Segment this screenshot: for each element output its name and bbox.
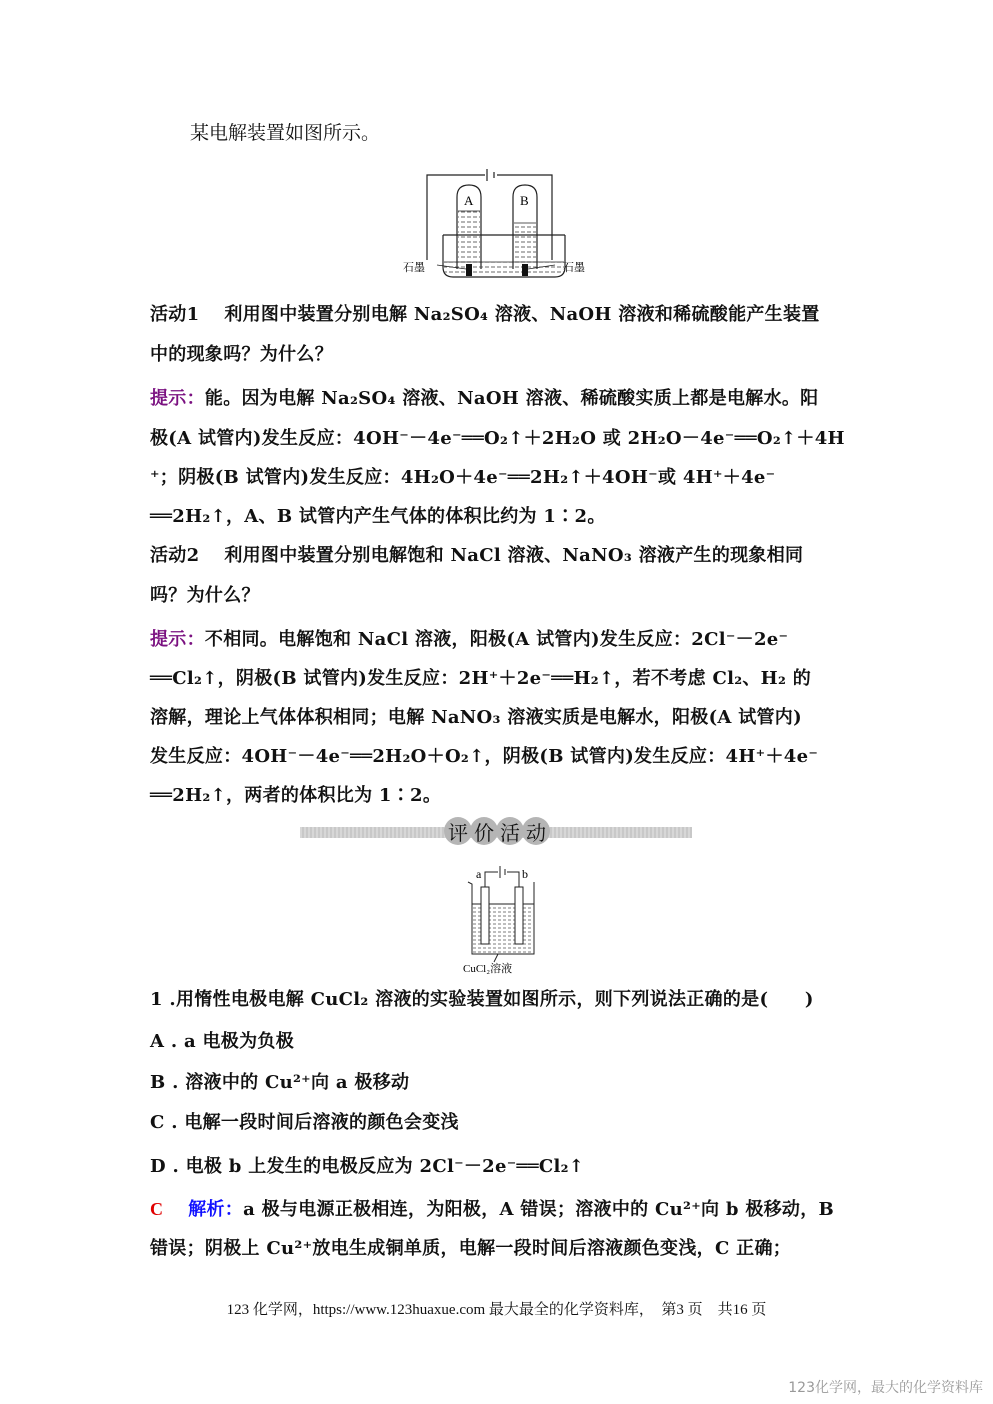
hint1-line1 — [150, 384, 818, 410]
answer-letter: C — [150, 1199, 164, 1219]
activity2-text-1: 利用图中装置分别电解饱和 NaCl 溶液、NaNO₃ 溶液产生的现象相同 — [224, 545, 804, 566]
option-b: B . 溶液中的 Cu²⁺向 a 极移动 — [150, 1072, 410, 1093]
hint2-line5: ══2H₂↑，两者的体积比为 1∶2。 — [150, 785, 442, 806]
watermark: 123化学网，最大的化学资料库 — [788, 1380, 983, 1396]
hint2-label: 提示： — [150, 629, 205, 650]
activity2-label: 活动2 — [150, 545, 200, 566]
banner-char: 活 — [496, 817, 524, 845]
tube-a-label: A — [464, 193, 474, 208]
tube-b-label: B — [520, 193, 529, 208]
activity2-line1 — [150, 541, 803, 567]
hint1-line4: ══2H₂↑，A、B 试管内产生气体的体积比约为 1∶2。 — [150, 506, 606, 527]
analysis-line1 — [150, 1195, 834, 1221]
analysis-label: 解析： — [188, 1199, 244, 1220]
electrode-right-label: 石墨 — [563, 261, 585, 274]
hint2-text-1: 不相同。电解饱和 NaCl 溶液，阳极(A 试管内)发生反应：2Cl⁻－2e⁻ — [204, 629, 789, 650]
page-footer: 123 化学网，https://www.123huaxue.com 最大最全的化学资料库， 第3 页 共16 页 — [226, 1302, 767, 1318]
question-stem: 1 .用惰性电极电解 CuCl₂ 溶液的实验装置如图所示，则下列说法正确的是( ) — [150, 989, 814, 1010]
evaluation-activity-banner — [300, 820, 692, 846]
banner-title — [444, 817, 548, 849]
cucl2-beaker-figure — [458, 862, 548, 977]
hint2-line3: 溶解，理论上气体体积相同；电解 NaNO₃ 溶液实质是电解水，阳极(A 试管内) — [150, 707, 802, 728]
hint2-line4: 发生反应：4OH⁻－4e⁻══2H₂O＋O₂↑，阴极(B 试管内)发生反应：4H⁺＋4e⁻ — [150, 746, 819, 767]
activity1-label: 活动1 — [150, 304, 200, 325]
activity1-line2: 中的现象吗？为什么？ — [150, 344, 333, 365]
banner-char: 价 — [470, 817, 498, 845]
hint2-line2: ══Cl₂↑，阴极(B 试管内)发生反应：2H⁺＋2e⁻══H₂↑，若不考虑 Cl₂、H₂ 的 — [150, 668, 812, 689]
activity1-line1 — [150, 300, 820, 326]
solution-label: CuCl₂溶液 — [463, 963, 513, 975]
hint1-label: 提示： — [150, 388, 205, 409]
option-d: D . 电极 b 上发生的电极反应为 2Cl⁻－2e⁻══Cl₂↑ — [150, 1156, 585, 1177]
electrolysis-apparatus-figure — [395, 165, 595, 285]
intro-text: 某电解装置如图所示。 — [190, 122, 381, 144]
hint1-line2: 极(A 试管内)发生反应：4OH⁻－4e⁻══O₂↑＋2H₂O 或 2H₂O－4e⁻══O₂↑＋4H — [150, 428, 845, 449]
analysis-line2: 错误；阴极上 Cu²⁺放电生成铜单质，电解一段时间后溶液颜色变浅，C 正确； — [150, 1238, 792, 1259]
activity2-line2: 吗？为什么？ — [150, 585, 260, 606]
hint1-text-1: 能。因为电解 Na₂SO₄ 溶液、NaOH 溶液、稀硫酸实质上都是电解水。阳 — [204, 388, 819, 409]
analysis-text-1: a 极与电源正极相连，为阳极，A 错误；溶液中的 Cu²⁺向 b 极移动，B — [243, 1199, 835, 1220]
electrode-a-label: a — [476, 867, 482, 881]
electrode-left-label: 石墨 — [403, 261, 425, 274]
option-a: A . a 电极为负极 — [150, 1031, 294, 1052]
option-c: C . 电解一段时间后溶液的颜色会变浅 — [150, 1112, 459, 1133]
banner-char: 评 — [444, 817, 472, 845]
hint1-line3: ⁺；阴极(B 试管内)发生反应：4H₂O＋4e⁻══2H₂↑＋4OH⁻或 4H⁺＋4e⁻ — [150, 467, 776, 488]
banner-char: 动 — [522, 817, 550, 845]
hint2-line1 — [150, 625, 788, 651]
activity1-text-1: 利用图中装置分别电解 Na₂SO₄ 溶液、NaOH 溶液和稀硫酸能产生装置 — [224, 304, 820, 325]
electrode-b-label: b — [522, 867, 528, 881]
